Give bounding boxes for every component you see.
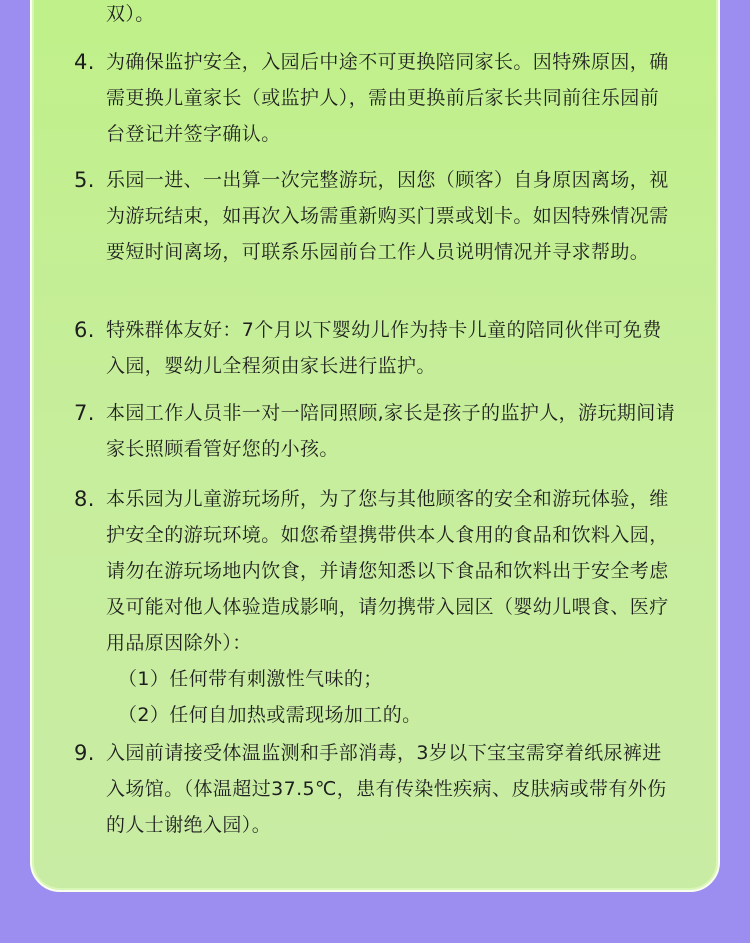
rule-text: 为确保监护安全，入园后中途不可更换陪同家长。因特殊原因，确需更换儿童家长（或监护人），需由更换前后家长共同前往乐园前台登记并签字确认。 <box>106 51 669 145</box>
rule-number: 7. <box>74 401 95 425</box>
previous-rule-continuation: 双）。 <box>106 3 155 25</box>
rule-text: 特殊群体友好：7个月以下婴幼儿作为持卡儿童的陪同伙伴可免费入园，婴幼儿全程须由家长进行监护。 <box>106 319 662 377</box>
rule-number: 5. <box>74 168 95 192</box>
rule-sub-item: （2）任何自加热或需现场加工的。 <box>118 704 422 726</box>
rule-text: 本乐园为儿童游玩场所，为了您与其他顾客的安全和游玩体验，维护安全的游玩环境。如您希望携带供本人食用的食品和饮料入园，请勿在游玩场地内饮食，并请您知悉以下食品和饮料出于安全考虑及可能对他人体验造成影响，请勿携带入园区（婴幼儿喂食、医疗用品原因除外）： <box>106 488 669 654</box>
rule-sub-item: （1）任何带有刺激性气味的； <box>118 668 383 690</box>
rule-number: 8. <box>74 487 95 511</box>
rule-text: 乐园一进、一出算一次完整游玩，因您（顾客）自身原因离场，视为游玩结束，如再次入场需重新购买门票或划卡。如因特殊情况需要短时间离场，可联系乐园前台工作人员说明情况并寻求帮助。 <box>106 169 669 263</box>
rule-number: 4. <box>74 50 95 74</box>
rule-number: 6. <box>74 318 95 342</box>
rule-text: 本园工作人员非一对一陪同照顾,家长是孩子的监护人，游玩期间请家长照顾看管好您的小孩。 <box>106 402 676 460</box>
rule-text: 入园前请接受体温监测和手部消毒，3岁以下宝宝需穿着纸尿裤进入场馆。（体温超过37.5℃，患有传染性疾病、皮肤病或带有外伤的人士谢绝入园）。 <box>106 742 667 836</box>
rule-number: 9. <box>74 741 95 765</box>
rule-text-block <box>106 481 676 733</box>
